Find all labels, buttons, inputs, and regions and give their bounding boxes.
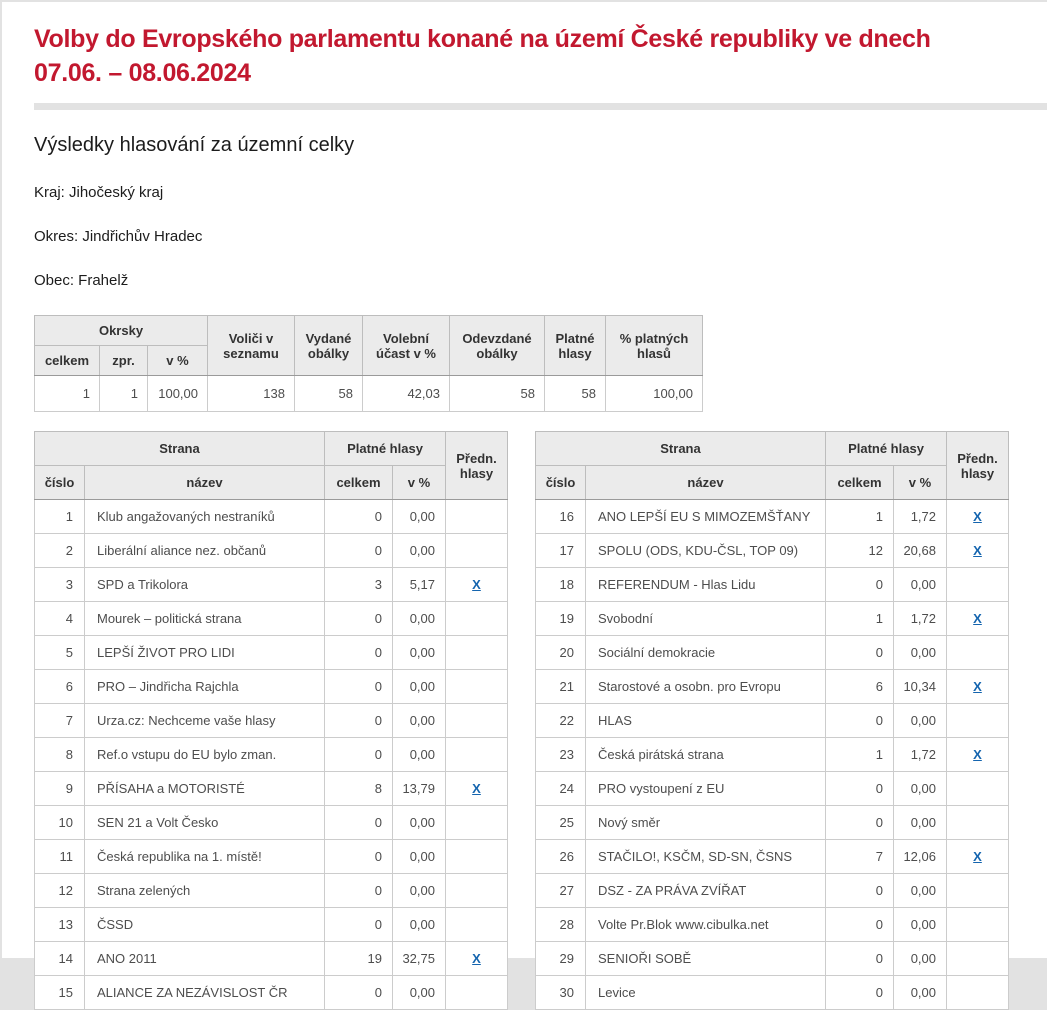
party-number: 5 <box>35 636 85 670</box>
pref-votes-cell <box>947 602 1009 636</box>
pref-votes-cell <box>446 602 508 636</box>
okrsky-celkem-header: celkem <box>35 346 100 376</box>
pref-votes-cell <box>446 738 508 772</box>
party-votes-total: 0 <box>325 874 393 908</box>
party-votes-pct: 0,00 <box>894 636 947 670</box>
results-heading: Výsledky hlasování za územní celky <box>34 134 355 156</box>
party-votes-total: 0 <box>826 568 894 602</box>
table-row <box>35 670 508 704</box>
pref-votes-cell <box>947 636 1009 670</box>
party-name: Česká republika na 1. místě! <box>85 840 325 874</box>
party-votes-pct: 13,79 <box>393 772 446 806</box>
party-votes-total: 1 <box>826 500 894 534</box>
page-title: Volby do Evropského parlamentu konané na území České republiky ve dnech 07.06. – 08.06.2024 <box>34 25 931 87</box>
vydane-obalky-header: Vydané obálky <box>295 316 363 376</box>
preferential-votes-link[interactable]: X <box>472 781 481 796</box>
table-row <box>536 738 1009 772</box>
party-number: 7 <box>35 704 85 738</box>
pref-votes-cell <box>947 976 1009 1010</box>
party-votes-pct: 0,00 <box>894 908 947 942</box>
party-table-right <box>535 431 1009 1010</box>
party-votes-total: 19 <box>325 942 393 976</box>
party-name: Nový směr <box>586 806 826 840</box>
party-number: 24 <box>536 772 586 806</box>
party-votes-total: 0 <box>826 908 894 942</box>
party-number: 12 <box>35 874 85 908</box>
party-votes-total: 0 <box>826 976 894 1010</box>
volici-header: Voliči v seznamu <box>208 316 295 376</box>
party-votes-total: 1 <box>826 602 894 636</box>
ucast-value: 42,03 <box>363 376 450 412</box>
party-number: 16 <box>536 500 586 534</box>
party-number: 11 <box>35 840 85 874</box>
party-votes-pct: 0,00 <box>393 840 446 874</box>
pref-votes-cell <box>446 534 508 568</box>
okrsky-zpr-header: zpr. <box>100 346 148 376</box>
party-number: 1 <box>35 500 85 534</box>
odevzdane-obalky-value: 58 <box>450 376 545 412</box>
party-votes-pct: 0,00 <box>393 636 446 670</box>
party-name: Svobodní <box>586 602 826 636</box>
pref-votes-cell <box>446 500 508 534</box>
platne-hlasy-value: 58 <box>545 376 606 412</box>
table-row <box>35 772 508 806</box>
party-votes-pct: 0,00 <box>894 942 947 976</box>
okrsky-header: Okrsky <box>35 316 208 346</box>
party-votes-pct: 0,00 <box>393 874 446 908</box>
region-line: Kraj: Jihočeský kraj <box>34 184 164 201</box>
vydane-obalky-value: 58 <box>295 376 363 412</box>
table-row <box>536 942 1009 976</box>
okrsky-vpct-value: 100,00 <box>148 376 208 412</box>
party-number: 19 <box>536 602 586 636</box>
table-row <box>35 534 508 568</box>
party-name: SPOLU (ODS, KDU-ČSL, TOP 09) <box>586 534 826 568</box>
party-votes-pct: 12,06 <box>894 840 947 874</box>
party-number: 21 <box>536 670 586 704</box>
pref-votes-cell <box>446 636 508 670</box>
table-row <box>536 568 1009 602</box>
party-votes-pct: 0,00 <box>393 976 446 1010</box>
party-table-right-body <box>536 500 1009 1010</box>
party-name: Levice <box>586 976 826 1010</box>
party-votes-pct: 1,72 <box>894 738 947 772</box>
party-number: 15 <box>35 976 85 1010</box>
party-name: ČSSD <box>85 908 325 942</box>
preferential-votes-link[interactable]: X <box>973 747 982 762</box>
party-votes-pct: 0,00 <box>393 738 446 772</box>
table-row <box>35 568 508 602</box>
party-name: Ref.o vstupu do EU bylo zman. <box>85 738 325 772</box>
party-number: 2 <box>35 534 85 568</box>
party-name: Strana zelených <box>85 874 325 908</box>
turnout-summary-table <box>34 315 703 412</box>
party-number: 25 <box>536 806 586 840</box>
table-row <box>35 908 508 942</box>
pct-platnych-header: % platných hlasů <box>606 316 703 376</box>
party-votes-total: 0 <box>325 840 393 874</box>
table-row <box>35 602 508 636</box>
preferential-votes-link[interactable]: X <box>973 509 982 524</box>
pref-votes-cell <box>446 874 508 908</box>
pref-votes-cell <box>947 772 1009 806</box>
ucast-header: Volební účast v % <box>363 316 450 376</box>
celkem-header: celkem <box>826 466 894 500</box>
party-tables-container <box>34 431 1047 1010</box>
party-table-left <box>34 431 508 1010</box>
pref-votes-cell <box>947 942 1009 976</box>
pref-votes-cell <box>947 670 1009 704</box>
party-number: 23 <box>536 738 586 772</box>
party-votes-total: 6 <box>826 670 894 704</box>
table-row <box>536 976 1009 1010</box>
table-row <box>35 636 508 670</box>
party-number: 22 <box>536 704 586 738</box>
party-votes-total: 0 <box>325 704 393 738</box>
table-row <box>536 908 1009 942</box>
party-votes-pct: 0,00 <box>894 976 947 1010</box>
pref-votes-cell <box>947 806 1009 840</box>
pref-votes-cell <box>446 670 508 704</box>
predn-hlasy-header: Předn. hlasy <box>947 432 1009 500</box>
platne-hlasy-group-header: Platné hlasy <box>826 432 947 466</box>
party-votes-total: 0 <box>826 806 894 840</box>
okrsky-celkem-value: 1 <box>35 376 100 412</box>
strana-header: Strana <box>536 432 826 466</box>
pref-votes-cell <box>446 704 508 738</box>
party-table-left-body <box>35 500 508 1010</box>
pref-votes-cell <box>947 840 1009 874</box>
municipality-line: Obec: Frahelž <box>34 272 129 289</box>
party-votes-pct: 0,00 <box>894 806 947 840</box>
pref-votes-cell <box>446 568 508 602</box>
okrsky-vpct-header: v % <box>148 346 208 376</box>
odevzdane-obalky-header: Odevzdané obálky <box>450 316 545 376</box>
party-votes-pct: 5,17 <box>393 568 446 602</box>
party-number: 8 <box>35 738 85 772</box>
party-name: Urza.cz: Nechceme vaše hlasy <box>85 704 325 738</box>
table-row <box>35 500 508 534</box>
volici-value: 138 <box>208 376 295 412</box>
party-name: LEPŠÍ ŽIVOT PRO LIDI <box>85 636 325 670</box>
party-votes-total: 0 <box>826 636 894 670</box>
preferential-votes-link[interactable]: X <box>973 611 982 626</box>
preferential-votes-link[interactable]: X <box>973 543 982 558</box>
district-line: Okres: Jindřichův Hradec <box>34 228 203 245</box>
party-number: 20 <box>536 636 586 670</box>
party-votes-pct: 0,00 <box>393 602 446 636</box>
title-divider <box>34 103 1047 110</box>
summary-values-row <box>35 376 703 412</box>
pref-votes-cell <box>947 534 1009 568</box>
party-number: 9 <box>35 772 85 806</box>
party-votes-pct: 0,00 <box>393 500 446 534</box>
party-votes-total: 0 <box>826 874 894 908</box>
cislo-header: číslo <box>536 466 586 500</box>
table-row <box>536 636 1009 670</box>
party-votes-pct: 1,72 <box>894 602 947 636</box>
table-row <box>35 704 508 738</box>
party-votes-pct: 0,00 <box>894 568 947 602</box>
pref-votes-cell <box>446 806 508 840</box>
preferential-votes-link[interactable]: X <box>472 577 481 592</box>
cislo-header: číslo <box>35 466 85 500</box>
party-name: SEN 21 a Volt Česko <box>85 806 325 840</box>
party-number: 17 <box>536 534 586 568</box>
pref-votes-cell <box>446 772 508 806</box>
party-number: 4 <box>35 602 85 636</box>
party-votes-total: 0 <box>325 636 393 670</box>
party-number: 13 <box>35 908 85 942</box>
page-container <box>2 2 1047 1000</box>
pref-votes-cell <box>446 840 508 874</box>
party-name: HLAS <box>586 704 826 738</box>
party-name: Starostové a osobn. pro Evropu <box>586 670 826 704</box>
table-row <box>536 874 1009 908</box>
party-number: 26 <box>536 840 586 874</box>
party-name: PRO vystoupení z EU <box>586 772 826 806</box>
party-number: 30 <box>536 976 586 1010</box>
table-row <box>35 942 508 976</box>
pref-votes-cell <box>446 942 508 976</box>
party-number: 18 <box>536 568 586 602</box>
party-votes-pct: 0,00 <box>393 908 446 942</box>
celkem-header: celkem <box>325 466 393 500</box>
table-row <box>35 738 508 772</box>
party-number: 6 <box>35 670 85 704</box>
party-votes-total: 0 <box>826 772 894 806</box>
pref-votes-cell <box>446 908 508 942</box>
party-votes-pct: 20,68 <box>894 534 947 568</box>
party-name: ANO LEPŠÍ EU S MIMOZEMŠŤANY <box>586 500 826 534</box>
party-votes-total: 0 <box>826 704 894 738</box>
party-name: STAČILO!, KSČM, SD-SN, ČSNS <box>586 840 826 874</box>
party-votes-total: 0 <box>325 976 393 1010</box>
table-row <box>35 874 508 908</box>
preferential-votes-link[interactable]: X <box>973 679 982 694</box>
party-votes-total: 0 <box>325 500 393 534</box>
party-votes-total: 7 <box>826 840 894 874</box>
party-votes-pct: 0,00 <box>894 704 947 738</box>
party-name: DSZ - ZA PRÁVA ZVÍŘAT <box>586 874 826 908</box>
party-votes-total: 0 <box>325 602 393 636</box>
party-number: 14 <box>35 942 85 976</box>
table-row <box>35 840 508 874</box>
party-name: SENIOŘI SOBĚ <box>586 942 826 976</box>
party-votes-pct: 0,00 <box>393 670 446 704</box>
table-row <box>536 772 1009 806</box>
party-votes-pct: 0,00 <box>894 772 947 806</box>
party-votes-total: 0 <box>325 908 393 942</box>
party-number: 10 <box>35 806 85 840</box>
okrsky-zpr-value: 1 <box>100 376 148 412</box>
party-number: 27 <box>536 874 586 908</box>
party-number: 3 <box>35 568 85 602</box>
party-name: ALIANCE ZA NEZÁVISLOST ČR <box>85 976 325 1010</box>
preferential-votes-link[interactable]: X <box>973 849 982 864</box>
table-row <box>536 670 1009 704</box>
party-votes-pct: 1,72 <box>894 500 947 534</box>
party-votes-pct: 0,00 <box>393 806 446 840</box>
party-name: Liberální aliance nez. občanů <box>85 534 325 568</box>
table-row <box>35 976 508 1010</box>
party-name: REFERENDUM - Hlas Lidu <box>586 568 826 602</box>
pref-votes-cell <box>947 704 1009 738</box>
pref-votes-cell <box>947 738 1009 772</box>
party-name: Klub angažovaných nestraníků <box>85 500 325 534</box>
party-name: PRO – Jindřicha Rajchla <box>85 670 325 704</box>
platne-hlasy-group-header: Platné hlasy <box>325 432 446 466</box>
strana-header: Strana <box>35 432 325 466</box>
table-row <box>536 534 1009 568</box>
party-votes-pct: 10,34 <box>894 670 947 704</box>
vpct-header: v % <box>393 466 446 500</box>
party-name: Volte Pr.Blok www.cibulka.net <box>586 908 826 942</box>
preferential-votes-link[interactable]: X <box>472 951 481 966</box>
party-votes-total: 0 <box>826 942 894 976</box>
nazev-header: název <box>85 466 325 500</box>
table-row <box>536 840 1009 874</box>
party-votes-total: 1 <box>826 738 894 772</box>
table-row <box>536 602 1009 636</box>
party-name: Sociální demokracie <box>586 636 826 670</box>
predn-hlasy-header: Předn. hlasy <box>446 432 508 500</box>
pct-platnych-value: 100,00 <box>606 376 703 412</box>
party-votes-pct: 0,00 <box>894 874 947 908</box>
party-votes-total: 0 <box>325 738 393 772</box>
nazev-header: název <box>586 466 826 500</box>
party-number: 28 <box>536 908 586 942</box>
party-votes-total: 0 <box>325 806 393 840</box>
table-row <box>536 704 1009 738</box>
party-votes-total: 12 <box>826 534 894 568</box>
party-votes-total: 8 <box>325 772 393 806</box>
party-votes-total: 0 <box>325 670 393 704</box>
party-number: 29 <box>536 942 586 976</box>
party-votes-pct: 0,00 <box>393 704 446 738</box>
pref-votes-cell <box>947 500 1009 534</box>
party-votes-total: 0 <box>325 534 393 568</box>
party-name: Mourek – politická strana <box>85 602 325 636</box>
table-row <box>35 806 508 840</box>
pref-votes-cell <box>947 874 1009 908</box>
table-row <box>536 806 1009 840</box>
party-votes-pct: 0,00 <box>393 534 446 568</box>
party-votes-total: 3 <box>325 568 393 602</box>
pref-votes-cell <box>947 568 1009 602</box>
vpct-header: v % <box>894 466 947 500</box>
pref-votes-cell <box>446 976 508 1010</box>
party-name: SPD a Trikolora <box>85 568 325 602</box>
table-row <box>536 500 1009 534</box>
platne-hlasy-header: Platné hlasy <box>545 316 606 376</box>
party-name: ANO 2011 <box>85 942 325 976</box>
party-name: Česká pirátská strana <box>586 738 826 772</box>
pref-votes-cell <box>947 908 1009 942</box>
party-name: PŘÍSAHA a MOTORISTÉ <box>85 772 325 806</box>
party-votes-pct: 32,75 <box>393 942 446 976</box>
